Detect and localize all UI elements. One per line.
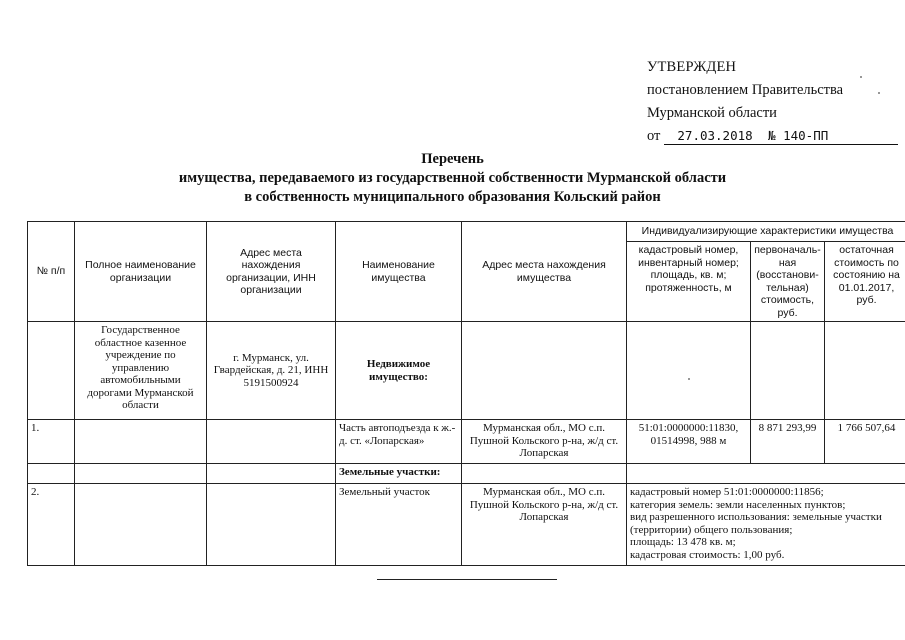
land-empty-5 [462, 464, 627, 484]
header-row-1 [28, 222, 905, 242]
scan-speck [688, 378, 690, 380]
land-section-row [28, 464, 905, 484]
row-address-empty [207, 420, 336, 464]
approval-date: 27.03.2018 [664, 128, 766, 145]
land-row-details [627, 484, 905, 566]
approval-date-line [647, 125, 892, 148]
org-address: г. Мурманск, ул. Гвардейская, д. 21, ИНН 5191500924 [207, 322, 336, 420]
land-row-org-empty [75, 484, 207, 566]
land-row [28, 484, 905, 566]
table-row [28, 420, 905, 464]
land-empty-6 [627, 464, 905, 484]
header-org-name: Полное наименование организации [75, 222, 207, 322]
bottom-rule [377, 579, 557, 580]
property-table [27, 221, 905, 566]
land-empty-3 [207, 464, 336, 484]
header-cadastral: кадастровый номер, инвентарный номер; площадь, кв. м; протяженность, м [627, 242, 751, 322]
header-individual: Индивидуализирующие характеристики имущества [627, 222, 905, 242]
title-line-3: в собственность муниципального образования Кольский район [244, 189, 661, 205]
title-line-2: имущества, передаваемого из государственной собственности Мурманской области [178, 170, 727, 186]
row-org-empty [75, 420, 207, 464]
approval-heading: УТВЕРЖДЕН [647, 59, 737, 75]
approval-prefix: от [647, 128, 661, 144]
approval-line-2: Мурманской области [647, 105, 777, 121]
land-row-num: 2. [28, 484, 75, 566]
row-property-name: Часть автоподъезда к ж.-д. ст. «Лопарская» [336, 420, 462, 464]
org-empty-cadastral [627, 322, 751, 420]
header-property-address: Адрес места нахождения имущества [462, 222, 627, 322]
header-initial-cost: первоначаль-ная (восстанови-тельная) стоимость, руб. [751, 242, 825, 322]
land-row-name: Земельный участок [336, 484, 462, 566]
org-empty-residual [825, 322, 905, 420]
scan-speck [878, 92, 880, 94]
land-detail-cadastral: кадастровый номер 51:01:0000000:11856; [630, 486, 824, 498]
header-org-address: Адрес места нахождения организации, ИНН организации [207, 222, 336, 322]
land-detail-area: площадь: 13 478 кв. м; [630, 536, 736, 548]
title-line-1: Перечень [421, 151, 484, 167]
row-cadastral: 51:01:0000000:11830, 01514998, 988 м [627, 420, 751, 464]
row-residual-cost: 1 766 507,64 [825, 420, 905, 464]
document-title [100, 150, 805, 207]
org-empty-initial [751, 322, 825, 420]
org-num-cell [28, 322, 75, 420]
section-real-estate: Недвижимое имущество: [336, 322, 462, 420]
approval-stamp [647, 56, 892, 148]
org-empty-address [462, 322, 627, 420]
org-name: Государственное областное казенное учреждение по управлению автомобильными дорогами Мурманской области [75, 322, 207, 420]
land-detail-category: категория земель: земли населенных пунктов; [630, 498, 846, 511]
land-detail-cost: кадастровая стоимость: 1,00 руб. [630, 548, 785, 561]
row-property-address: Мурманская обл., МО с.п. Пушной Кольского р-на, ж/д ст. Лопарская [462, 420, 627, 464]
row-num: 1. [28, 420, 75, 464]
scan-speck [860, 76, 862, 78]
section-land-plots: Земельные участки: [336, 464, 462, 484]
header-residual-cost: остаточная стоимость по состоянию на 01.01.2017, руб. [825, 242, 905, 322]
land-empty-2 [75, 464, 207, 484]
approval-number-field [766, 128, 898, 145]
land-row-address: Мурманская обл., МО с.п. Пушной Кольского р-на, ж/д ст. Лопарская [462, 484, 627, 566]
org-row [28, 322, 905, 420]
land-row-address-empty [207, 484, 336, 566]
header-property-name: Наименование имущества [336, 222, 462, 322]
approval-number: 140-ПП [783, 128, 829, 143]
land-detail-usage: вид разрешенного использования: земельные участки (территории) общего пользования; [630, 511, 882, 536]
approval-line-1: постановлением Правительства [647, 82, 844, 98]
land-empty-1 [28, 464, 75, 484]
number-sign: № [768, 128, 776, 143]
row-initial-cost: 8 871 293,99 [751, 420, 825, 464]
header-num: № п/п [28, 222, 75, 322]
